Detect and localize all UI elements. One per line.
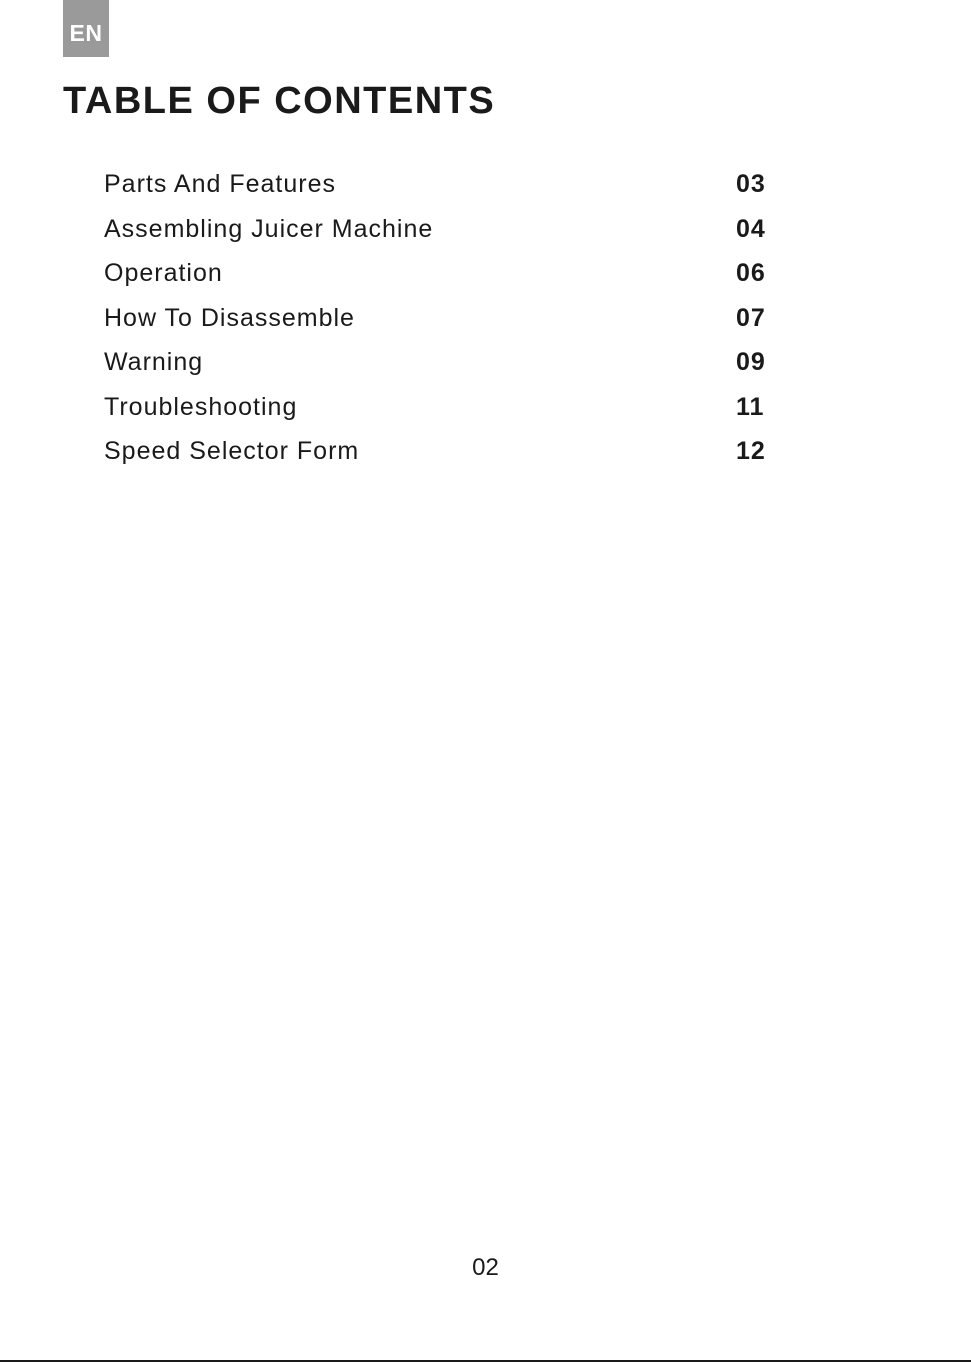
page-title: TABLE OF CONTENTS bbox=[63, 80, 496, 122]
table-of-contents bbox=[104, 164, 770, 476]
toc-entry-page: 06 bbox=[736, 259, 766, 287]
toc-entry-label: Operation bbox=[104, 259, 223, 287]
toc-entry-label: Assembling Juicer Machine bbox=[104, 214, 434, 243]
page-number: 02 bbox=[472, 1254, 499, 1281]
toc-entry-page: 07 bbox=[736, 303, 766, 332]
toc-entry-warning[interactable] bbox=[104, 342, 770, 387]
language-badge: EN bbox=[63, 0, 109, 57]
toc-entry-parts-and-features[interactable] bbox=[104, 164, 770, 209]
toc-entry-label: Speed Selector Form bbox=[104, 437, 360, 465]
toc-entry-label: How To Disassemble bbox=[104, 303, 355, 332]
toc-entry-page: 09 bbox=[736, 348, 766, 376]
toc-entry-page: 03 bbox=[736, 170, 766, 198]
toc-entry-page: 11 bbox=[736, 392, 765, 421]
toc-entry-operation[interactable] bbox=[104, 253, 770, 298]
toc-entry-label: Troubleshooting bbox=[104, 392, 298, 421]
toc-entry-how-to-disassemble[interactable] bbox=[104, 298, 770, 343]
toc-entry-page: 12 bbox=[736, 437, 766, 465]
toc-entry-label: Warning bbox=[104, 348, 204, 376]
toc-entry-assembling-juicer-machine[interactable] bbox=[104, 209, 770, 254]
toc-entry-speed-selector-form[interactable] bbox=[104, 431, 770, 476]
toc-entry-label: Parts And Features bbox=[104, 170, 337, 198]
toc-entry-page: 04 bbox=[736, 214, 766, 243]
toc-entry-troubleshooting[interactable] bbox=[104, 387, 770, 432]
